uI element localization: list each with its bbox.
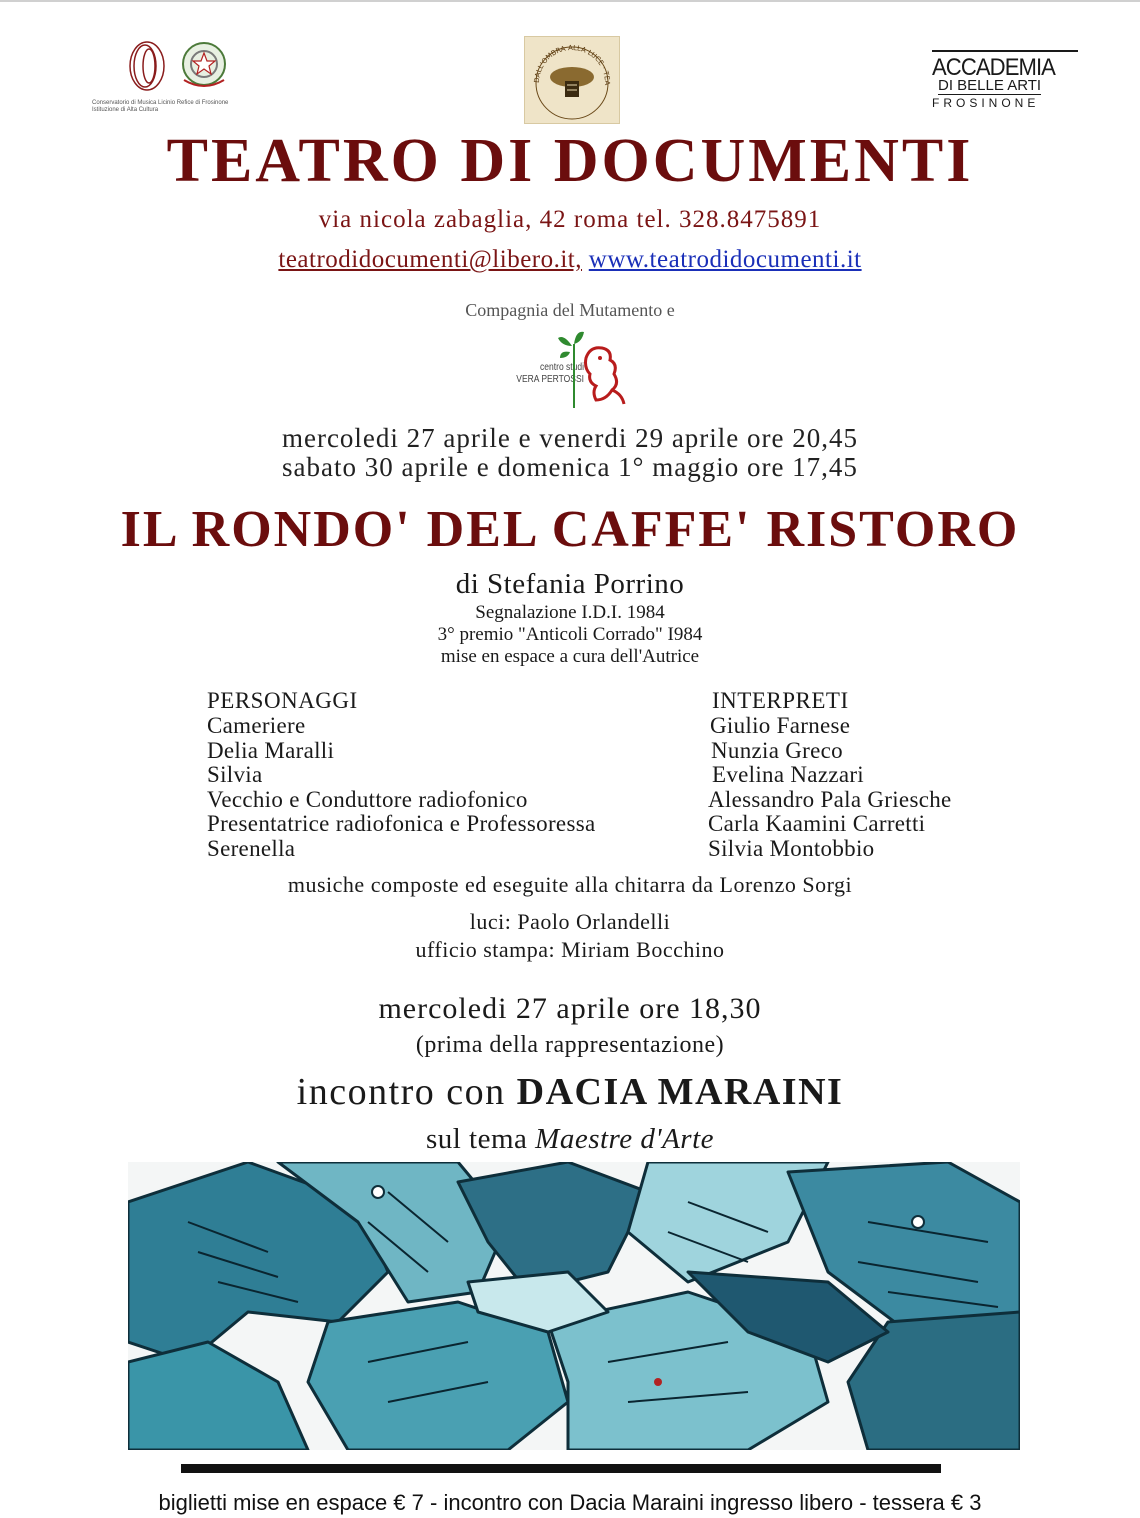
email-link[interactable]: teatrodidocumenti@libero.it, (278, 246, 583, 273)
dates-line-1: mercoledi 27 aprile e venerdi 29 aprile ore 20,45 (281, 423, 859, 453)
character-item: Silvia (207, 762, 263, 788)
character-item: Delia Maralli (207, 737, 335, 763)
actors-column (708, 688, 952, 862)
performance-dates (0, 424, 1140, 482)
meeting-guest-line (0, 1068, 1140, 1116)
teatro-seal-text: DALL'OMBRA ALLA LUCE · TEA (532, 43, 612, 85)
teatro-di-documenti-logo (524, 36, 620, 124)
address-line: via nicola zabaglia, 42 roma tel. 328.8475891 (318, 206, 822, 233)
ticket-info: biglietti mise en espace € 7 - incontro con Dacia Maraini ingresso libero - tessera € 3 (158, 1490, 982, 1515)
actor-item: Silvia Montobbio (708, 835, 875, 861)
music-credit: musiche composte ed eseguite alla chitarra da Lorenzo Sorgi (287, 872, 853, 897)
accademia-belle-arti-logo (928, 50, 1080, 114)
play-note-2: 3° premio "Anticoli Corrado" I984 (437, 624, 703, 645)
page-title: TEATRO DI DOCUMENTI (166, 127, 974, 195)
vera-line-2: VERA PERTOSSI (516, 374, 584, 385)
accademia-line-1: ACCADEMIA (932, 54, 1055, 81)
play-notes (0, 602, 1140, 668)
staff-credits (0, 908, 1140, 964)
play-title: IL RONDO' DEL CAFFE' RISTORO (120, 501, 1020, 558)
top-border-line (0, 0, 1140, 2)
republic-emblem-icon (183, 43, 225, 86)
meeting-theme (0, 1120, 1140, 1158)
meeting-intro: incontro con (296, 1071, 506, 1113)
contact-links (0, 244, 1140, 276)
press-credit: ufficio stampa: Miriam Bocchino (415, 937, 725, 962)
lion-and-leaves-icon (556, 328, 630, 410)
meeting-guest: DACIA MARAINI (516, 1071, 844, 1113)
character-item: Cameriere (207, 713, 306, 738)
hands-artwork-image (128, 1162, 1020, 1450)
actor-item: Nunzia Greco (711, 737, 843, 763)
actor-item: Alessandro Pala Griesche (708, 786, 952, 812)
actors-heading: INTERPRETI (712, 688, 849, 713)
character-item: Serenella (207, 835, 296, 861)
dates-line-2: sabato 30 aprile e domenica 1° maggio ore 17,45 (282, 452, 858, 482)
character-item: Vecchio e Conduttore radiofonico (207, 786, 528, 812)
characters-heading: PERSONAGGI (207, 688, 358, 713)
theme-title: Maestre d'Arte (535, 1123, 715, 1155)
meeting-note: (prima della rappresentazione) (415, 1032, 725, 1058)
conservatorio-caption-2: Istituzione di Alta Cultura (92, 107, 159, 113)
play-author: di Stefania Porrino (455, 568, 685, 600)
theme-prefix: sul tema (425, 1123, 528, 1155)
meeting-date: mercoledi 27 aprile ore 18,30 (378, 992, 762, 1025)
characters-column (207, 688, 595, 862)
teatro-seal-icon (525, 37, 619, 123)
accademia-top-rule (932, 50, 1078, 52)
lights-credit: luci: Paolo Orlandelli (469, 909, 671, 934)
conservatorio-caption-1: Conservatorio di Musica Licinio Refice di Frosinone (92, 100, 229, 106)
footer-divider (181, 1464, 941, 1473)
actor-item: Carla Kaamini Carretti (708, 811, 926, 837)
actor-item: Evelina Nazzari (712, 762, 864, 788)
accademia-line-3: FROSINONE (932, 96, 1040, 110)
accademia-line-2: DI BELLE ARTI (938, 77, 1042, 94)
vera-pertossi-logo (500, 328, 630, 410)
vera-line-1: centro studi (540, 362, 584, 373)
character-item: Presentatrice radiofonica e Professoressa (207, 811, 596, 837)
conservatorio-emblem-icon (92, 36, 272, 100)
play-note-3: mise en espace a cura dell'Autrice (440, 646, 700, 667)
play-note-1: Segnalazione I.D.I. 1984 (475, 602, 665, 623)
company-line: Compagnia del Mutamento e (465, 300, 675, 320)
conservatorio-logo (92, 36, 272, 114)
actor-item: Giulio Farnese (710, 713, 851, 738)
website-link[interactable]: www.teatrodidocumenti.it (588, 246, 862, 273)
